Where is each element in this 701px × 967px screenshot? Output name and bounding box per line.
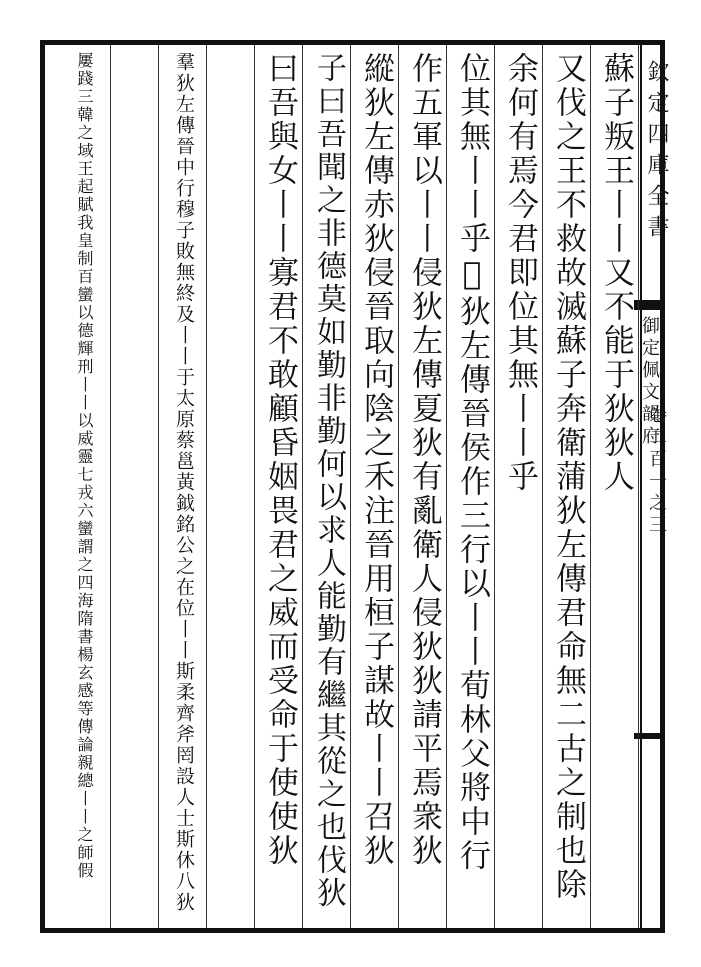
text-column-7: 子曰吾聞之非德莫如勤非勤何以求人能勤有繼其從之也伐狄 — [311, 52, 346, 910]
column-rule — [446, 45, 447, 928]
text-column-10: 屢踐三韓之域王起賦我皇制百蠻以德輝刑丨丨以威靈七戎六蠻謂之四海隋書楊玄感等傳論親總丨丨之師假 — [75, 52, 94, 880]
column-rule — [590, 45, 591, 928]
column-rule — [638, 45, 639, 928]
column-rule — [302, 45, 303, 928]
text-column-5: 作五軍以丨丨侵狄左傳夏狄有亂衛人侵狄狄請平焉衆狄 — [406, 52, 442, 868]
column-rule — [110, 45, 111, 928]
column-rule — [158, 45, 159, 928]
text-column-2: 又伐之王不救故滅蘇子奔衛蒲狄左傳君命無二古之制也除 — [550, 52, 586, 902]
column-rule — [350, 45, 351, 928]
book-title: 欽定四庫全書 — [644, 60, 669, 246]
text-column-9: 羣狄左傳晉中行穆子敗無終及丨丨于太原蔡邕黃鉞銘公之在位丨丨斯柔齊斧罔設人士斯休八狄 — [173, 52, 195, 913]
column-rule — [206, 45, 207, 928]
volume-label: 卷二百一之三 — [646, 405, 667, 537]
text-column-3: 余何有焉今君即位其無丨丨乎 — [502, 52, 538, 494]
column-rule — [494, 45, 495, 928]
column-rule — [542, 45, 543, 928]
column-rule — [254, 45, 255, 928]
section-title: 御定佩文韻府 — [639, 316, 660, 448]
text-column-4: 位其無丨丨乎𠼶狄左傳晉侯作三行以丨丨荀林父將中行 — [454, 52, 490, 873]
text-column-6: 縱狄左傳赤狄侵晉取向陰之禾注晉用桓子謀故丨丨召狄 — [358, 52, 394, 868]
text-column-8: 曰吾與女丨丨寡君不敢顧昏姻畏君之威而受命于使使狄 — [262, 52, 298, 868]
text-column-1: 蘇子叛王丨丨又不能于狄狄人 — [598, 52, 634, 494]
column-rule — [398, 45, 399, 928]
